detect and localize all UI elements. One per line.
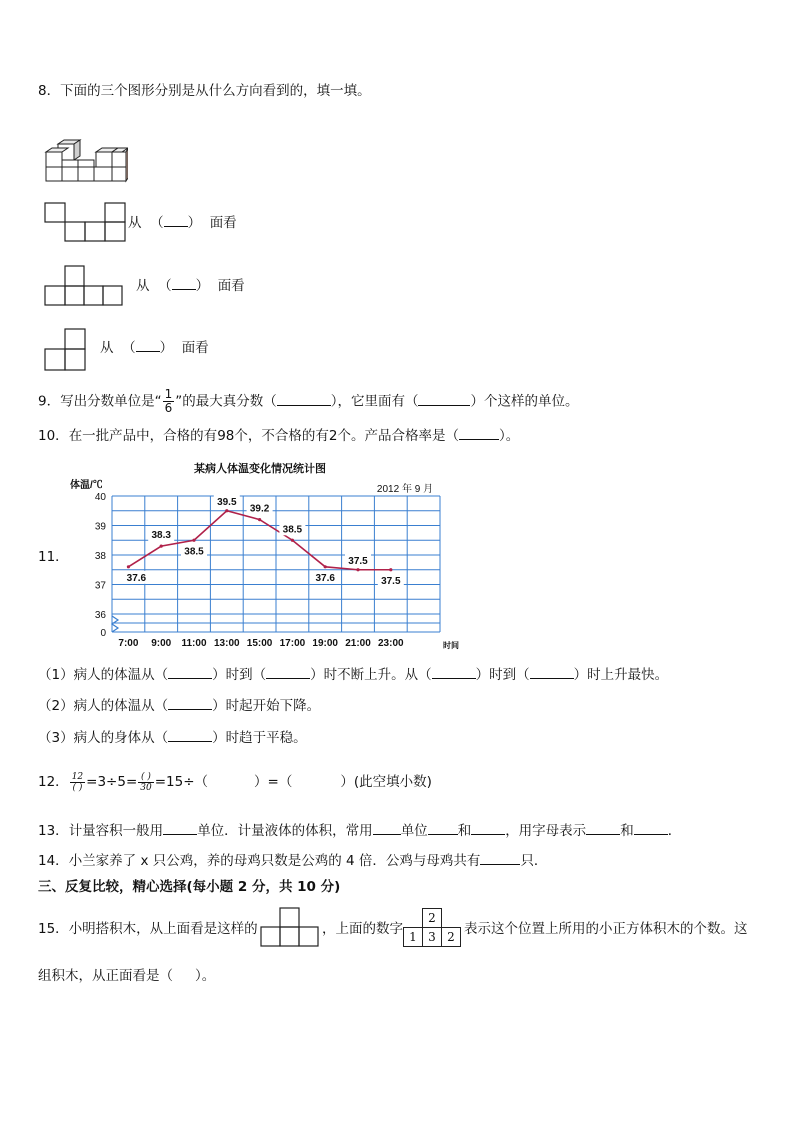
x-tick-label: 13:00 xyxy=(214,638,240,649)
view1-blank[interactable] xyxy=(164,213,188,227)
q11-sub2: （2）病人的体温从（ ）时起开始下降。 xyxy=(38,698,321,714)
data-point xyxy=(192,539,195,542)
data-point xyxy=(389,568,392,571)
x-tick-label: 23:00 xyxy=(378,638,404,649)
x-tick-label: 15:00 xyxy=(246,638,273,649)
chart-x-ticks xyxy=(118,638,404,649)
q15-digit-top: 2 xyxy=(422,908,442,928)
q15-line2: 组积木，从正面看是（ ）。 xyxy=(38,968,216,984)
q11-sub1: （1）病人的体温从（ ）时到（ ）时不断上升。从（ ）时到（ ）时上升最快。 xyxy=(38,667,669,683)
section-3-title: 三、反复比较，精心选择(每小题 2 分，共 10 分) xyxy=(38,879,341,895)
view1-figure xyxy=(44,202,126,242)
chart-ylabel: 体温/℃ xyxy=(70,480,103,491)
view2-figure xyxy=(44,265,124,307)
view3-figure xyxy=(44,328,88,372)
view2-label: 从 （ ） 面看 xyxy=(136,278,245,294)
q13-text: 13．计量容积一般用 单位．计量液体的体积，常用 单位 和 ，用字母表示 和 ． xyxy=(38,823,682,839)
data-label: 37.5 xyxy=(348,555,368,567)
axis-break xyxy=(112,616,118,632)
x-tick-label: 21:00 xyxy=(345,638,371,649)
y-tick-label: 39 xyxy=(94,521,106,533)
chart-subtitle: 2012 年 9 月 xyxy=(376,484,434,495)
q15-digit-grid xyxy=(403,908,461,946)
q9-blank-1[interactable] xyxy=(277,392,331,406)
q15-digit-bottom-2: 3 xyxy=(422,927,442,947)
q15-suffix: 表示这个位置上所用的小正方体积木的个数。这 xyxy=(464,921,748,937)
q9-fraction: $\frac{1}{6}$ xyxy=(164,387,173,415)
x-tick-label: 9:00 xyxy=(151,638,172,649)
q13-blank-6[interactable] xyxy=(634,821,668,835)
q15-prefix: 15．小明搭积木，从上面看是这样的 xyxy=(38,921,258,937)
view3-blank[interactable] xyxy=(136,338,160,352)
data-label: 38.5 xyxy=(184,546,204,558)
view3-label: 从 （ ） 面看 xyxy=(100,340,209,356)
q15-mid: ，上面的数字 xyxy=(322,921,403,937)
data-label: 38.5 xyxy=(282,524,303,536)
x-tick-label: 11:00 xyxy=(181,638,207,649)
q11-sub2-blank[interactable] xyxy=(168,696,212,710)
data-point xyxy=(225,509,228,512)
q15-top-view-figure xyxy=(260,907,320,947)
data-label: 39.5 xyxy=(217,496,237,508)
data-point xyxy=(258,518,261,521)
q13-blank-1[interactable] xyxy=(163,821,197,835)
data-label: 37.6 xyxy=(315,572,335,584)
view1-label: 从 （ ） 面看 xyxy=(128,215,237,231)
q8-text: 8．下面的三个图形分别是从什么方向看到的，填一填。 xyxy=(38,83,371,99)
y-tick-label: 40 xyxy=(94,492,106,503)
data-label: 37.6 xyxy=(126,572,147,584)
data-point xyxy=(127,565,130,568)
q11-number: 11． xyxy=(38,549,69,565)
data-point xyxy=(356,568,359,571)
temperature-chart xyxy=(60,456,460,652)
q12-fraction-1: $\frac{12}{( )}$ xyxy=(71,771,84,793)
q12-fraction-2: $\frac{( )}{30}$ xyxy=(140,771,152,793)
q13-blank-3[interactable] xyxy=(428,821,458,835)
q9-blank-2[interactable] xyxy=(418,392,470,406)
y-tick-label: 37 xyxy=(94,580,106,592)
q10-blank[interactable] xyxy=(459,426,499,440)
q11-sub1-blank-4[interactable] xyxy=(530,665,574,679)
x-tick-label: 19:00 xyxy=(312,638,338,649)
q13-blank-5[interactable] xyxy=(586,821,620,835)
x-tick-label: 7:00 xyxy=(118,638,139,649)
data-point xyxy=(160,545,163,548)
y-tick-label: 38 xyxy=(94,551,106,562)
data-point xyxy=(324,565,327,568)
q15-digit-bottom-1: 1 xyxy=(403,927,423,947)
chart-y-ticks xyxy=(95,492,107,639)
q9-text: 9．写出分数单位是“ $\frac{1}{6}$ ”的最大真分数（ ），它里面有（ ）个这样的单位。 xyxy=(38,387,579,415)
data-label: 37.5 xyxy=(381,575,401,587)
q11-sub3-blank[interactable] xyxy=(168,728,212,742)
data-point xyxy=(291,539,294,542)
chart-grid xyxy=(112,496,440,632)
chart-xlabel: 时间 xyxy=(443,641,459,650)
y-tick-label: 36 xyxy=(94,610,106,621)
q11-sub3: （3）病人的身体从（ ）时趋于平稳。 xyxy=(38,730,307,746)
y-tick-label: 0 xyxy=(100,628,106,639)
q11-sub1-blank-1[interactable] xyxy=(168,665,212,679)
q14-blank[interactable] xyxy=(480,851,520,865)
q14-text: 14．小兰家养了 x 只公鸡，养的母鸡只数是公鸡的 4 倍．公鸡与母鸡共有 只． xyxy=(38,853,548,869)
data-label: 38.3 xyxy=(151,530,171,542)
q13-blank-4[interactable] xyxy=(471,821,505,835)
data-label: 39.2 xyxy=(249,503,270,515)
q15-digit-bottom-3: 2 xyxy=(441,927,461,947)
cube-figure xyxy=(42,138,128,183)
q12-text: 12． $\frac{12}{( )}$ =3÷5= $\frac{( )}{30}$ =15÷（ ）=（ ）(此空填小数) xyxy=(38,771,432,793)
x-tick-label: 17:00 xyxy=(279,638,306,649)
q11-sub1-blank-2[interactable] xyxy=(266,665,310,679)
chart-title: 某病人体温变化情况统计图 xyxy=(194,463,326,475)
q10-text: 10．在一批产品中，合格的有98个，不合格的有2个。产品合格率是（ ）。 xyxy=(38,428,520,444)
q13-blank-2[interactable] xyxy=(373,821,401,835)
view2-blank[interactable] xyxy=(172,276,196,290)
q11-sub1-blank-3[interactable] xyxy=(432,665,476,679)
